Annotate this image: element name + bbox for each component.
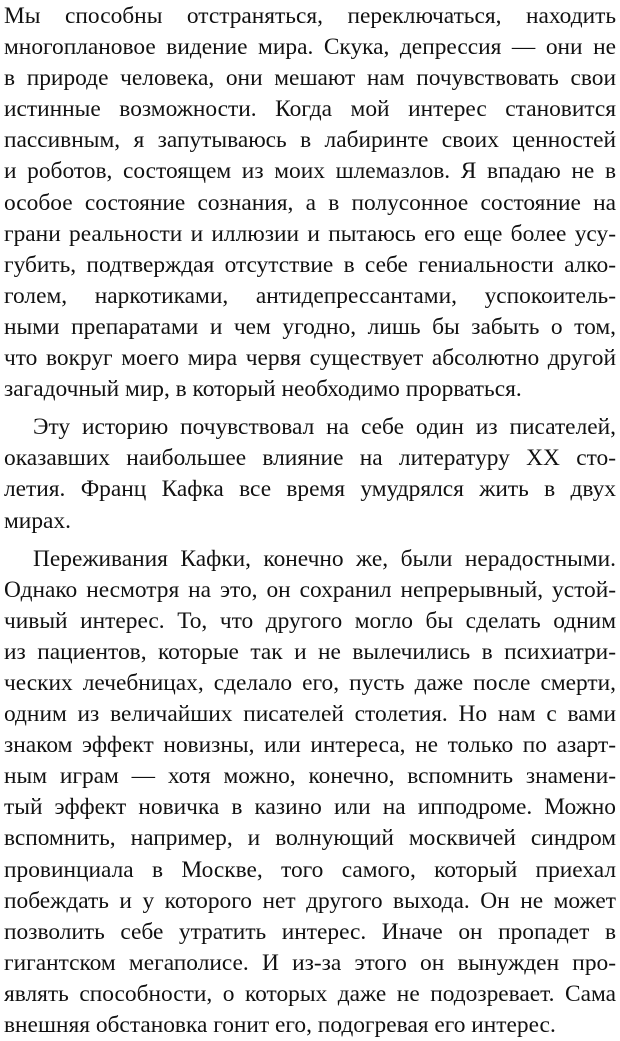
text-line: Эту историю почувствовал на себе один из писателей, [33, 414, 616, 441]
text-line: вспомнить, например, и волнующий москвичей синдром [4, 825, 616, 852]
text-line: чивый интерес. То, что другого могло бы сделать одним [4, 607, 616, 634]
text-line: загадочный мир, в который необходимо прорваться. [4, 376, 522, 403]
text-line: мирах. [4, 507, 71, 534]
text-line: позволить себе утратить интерес. Иначе он пропадет в [4, 918, 616, 945]
text-line: что вокруг моего мира червя существует абсолютно другой [4, 345, 616, 372]
paragraph-spacer [4, 537, 616, 544]
text-line: провинциала в Москве, того самого, который приехал [4, 856, 616, 883]
text-line: ным играм — хотя можно, конечно, вспомнить знамени- [4, 763, 616, 790]
text-line: летия. Франц Кафка все время умудрялся жить в двух [4, 476, 616, 503]
text-line: истинные возможности. Когда мой интерес становится [4, 96, 616, 123]
paragraph-1 [4, 1, 616, 405]
text-line: ными препаратами и чем угодно, лишь бы забыть о том, [4, 313, 616, 340]
document-page [4, 1, 616, 1041]
text-line: и роботов, состоящем из моих шлемазлов. Я впадаю не в [4, 158, 616, 185]
text-line: побеждать и у которого нет другого выхода. Он не может [4, 887, 616, 914]
text-line: губить, подтверждая отсутствие в себе гениальности алко- [4, 251, 616, 278]
text-line: знаком эффект новизны, или интереса, не только по азарт- [4, 732, 616, 759]
text-line: оказавших наибольшее влияние на литературу XX сто- [4, 445, 616, 472]
text-line: являть способности, о которых даже не подозревает. Сама [4, 980, 616, 1007]
paragraph-2 [4, 412, 616, 536]
paragraph-spacer [4, 405, 616, 412]
text-line: одним из величайших писателей столетия. Но нам с вами [4, 701, 616, 728]
text-line: Мы способны отстраняться, переключаться, находить [4, 3, 616, 29]
text-line: внешняя обстановка гонит его, подогревая его интерес. [4, 1012, 556, 1038]
text-line: из пациентов, которые так и не вылечились в психиатри- [4, 638, 616, 665]
text-line: многоплановое видение мира. Скука, депрессия — они не [4, 34, 616, 61]
text-line: гигантском мегаполисе. И из-за этого он вынужден про- [4, 949, 616, 976]
text-line: Однако несмотря на это, он сохранил непрерывный, устой- [4, 576, 616, 603]
text-line: пассивным, я запутываюсь в лабиринте своих ценностей [4, 127, 616, 154]
text-line: Переживания Кафки, конечно же, были нерадостными. [33, 545, 616, 572]
text-line: грани реальности и иллюзии и пытаюсь его еще более усу- [4, 220, 616, 247]
text-line: ческих лечебницах, сделало его, пусть даже после смерти, [4, 669, 616, 696]
text-line: в природе человека, они мешают нам почувствовать свои [4, 65, 616, 92]
text-line: особое состояние сознания, а в полусонное состояние на [4, 189, 616, 216]
paragraph-3 [4, 544, 616, 1041]
text-line: голем, наркотиками, антидепрессантами, успокоитель- [4, 282, 616, 309]
text-line: тый эффект новичка в казино или на ипподроме. Можно [4, 794, 616, 821]
